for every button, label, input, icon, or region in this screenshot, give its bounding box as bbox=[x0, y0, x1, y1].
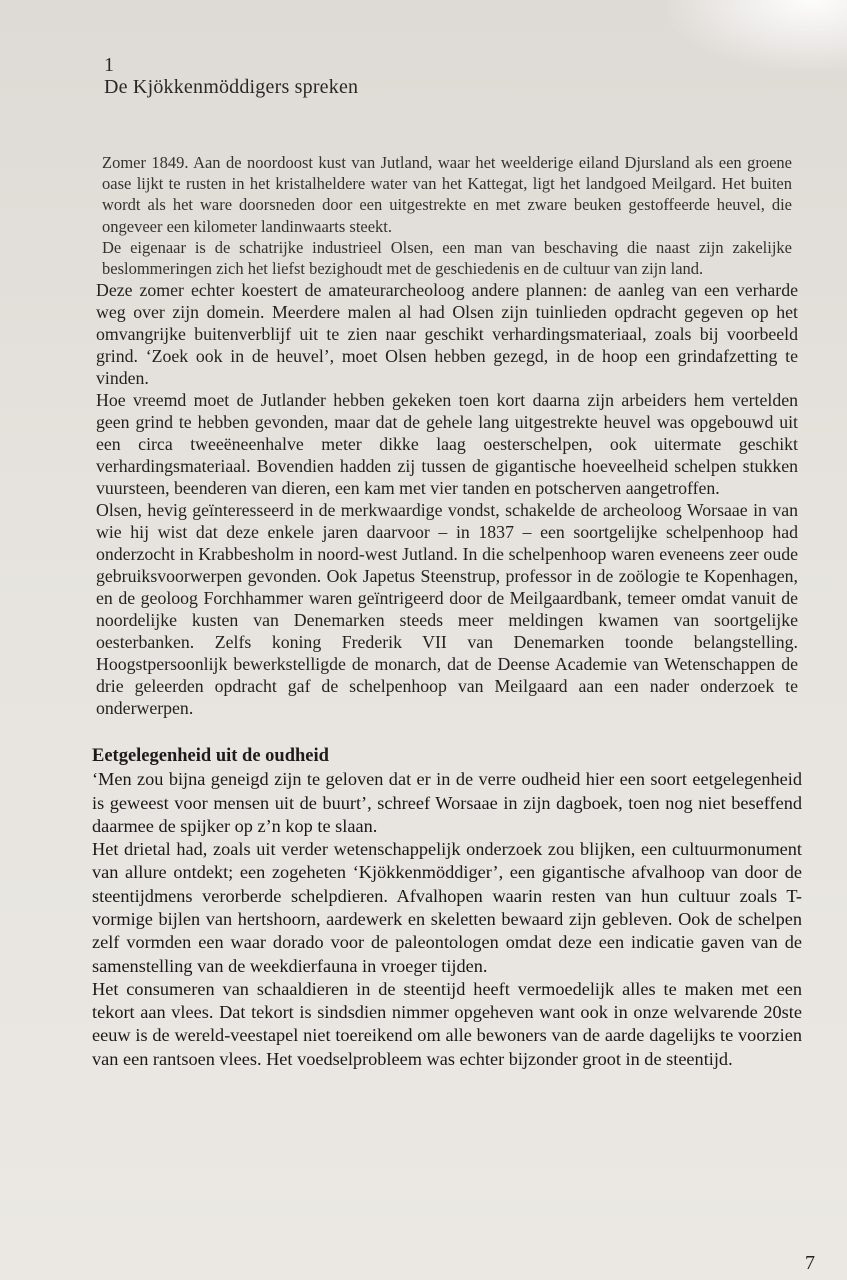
paragraph: Deze zomer echter koestert de amateurarcheoloog andere plannen: de aanleg van een verharde weg over zijn domein. Meerdere malen al had Olsen zijn tuinlieden opdracht gegeven op het omvangrijke buitenverblijf uit te zien naar geschikt verhardingsmateriaal, zoals bij voorbeeld grind. ‘Zoek ook in de heuvel’, moet Olsen hebben gezegd, in de hoop een grindafzetting te vinden. bbox=[96, 280, 798, 389]
paragraph: Zomer 1849. Aan de noordoost kust van Jutland, waar het weelderige eiland Djursland als een groene oase lijkt te rusten in het kristalheldere water van het Kattegat, ligt het landgoed Meilgard. Het buiten wordt als het ware doorsneden door een uitgestrekte en met zware beuken gestoffeerde heuvel, die ongeveer een kilometer landinwaarts steekt. bbox=[102, 153, 792, 236]
paragraph: Het consumeren van schaaldieren in de steentijd heeft vermoedelijk alles te maken met een tekort aan vlees. Dat tekort is sindsdien nimmer opgeheven want ook in onze welvarende 20ste eeuw is de wereld-veestapel niet toereikend om alle bewoners van de aarde dagelijks te voorzien van een rantsoen vlees. Het voedselprobleem was echter bijzonder groot in de steentijd. bbox=[92, 978, 802, 1069]
page-number: 7 bbox=[805, 1252, 815, 1274]
chapter-number: 1 bbox=[104, 54, 114, 76]
paragraph: Hoe vreemd moet de Jutlander hebben gekeken toen kort daarna zijn arbeiders hem vertelden geen grind te hebben gevonden, maar dat de gehele lang uitgestrekte heuvel was opgebouwd uit een circa tweeëneenhalve meter dikke laag oesterschelpen, ook uitermate geschikt verhardingsmateriaal. Bovendien hadden zij tussen de gigantische hoeveelheid schelpen stukken vuursteen, beenderen van dieren, een kam met vier tanden en potscherven aangetroffen. bbox=[96, 390, 798, 499]
light-glare bbox=[667, 0, 847, 70]
section-heading: Eetgelegenheid uit de oudheid bbox=[92, 746, 329, 767]
body-text bbox=[92, 152, 800, 1071]
chapter-heading bbox=[104, 54, 358, 98]
paragraph: Olsen, hevig geïnteresseerd in de merkwaardige vondst, schakelde de archeoloog Worsaae in van wie hij wist dat deze enkele jaren daarvoor – in 1837 – een soortgelijke schelpenhoop had onderzocht in Krabbesholm in noord-west Jutland. In die schelpenhoop waren eveneens zeer oude gebruiksvoorwerpen gevonden. Ook Japetus Steenstrup, professor in de zoölogie te Kopenhagen, en de geoloog Forchhammer waren geïntrigeerd door de Meilgaardbank, temeer omdat vanuit de noordelijke kusten van Denemarken steeds meer meldingen kwamen van soortgelijke oesterbanken. Zelfs koning Frederik VII van Denemarken toonde belangstelling. Hoogstpersoonlijk bewerkstelligde de monarch, dat de Deense Academie van Wetenschappen de drie geleerden opdracht gaf de schelpenhoop van Meilgaard aan een nader onderzoek te onderwerpen. bbox=[96, 500, 798, 719]
paragraph: Het drietal had, zoals uit verder wetenschappelijk onderzoek zou blijken, een cultuurmonument van allure ontdekt; een zogeheten ‘Kjökkenmöddiger’, een gigantische afvalhoop van door de steentijdmens verorberde schelpdieren. Afvalhopen waarin resten van hun cultuur zoals T-vormige bijlen van hertshoorn, aardewerk en skeletten bewaard zijn gebleven. Ook de schelpen zelf vormden een waar dorado voor de paleontologen omdat deze een indicatie gaven van de samenstelling van de weekdierfauna in vroeger tijden. bbox=[92, 839, 802, 976]
chapter-title: De Kjökkenmöddigers spreken bbox=[104, 76, 359, 98]
paragraph: ‘Men zou bijna geneigd zijn te geloven dat er in de verre oudheid hier een soort eetgelegenheid is geweest voor mensen uit de buurt’, schreef Worsaae in zijn dagboek, toen nog niet beseffend daarmee de spijker op z’n kop te slaan. bbox=[92, 769, 802, 836]
paragraph: De eigenaar is de schatrijke industrieel Olsen, een man van beschaving die naast zijn zakelijke beslommeringen zich het liefst bezighoudt met de geschiedenis en de cultuur van zijn land. bbox=[102, 237, 792, 279]
